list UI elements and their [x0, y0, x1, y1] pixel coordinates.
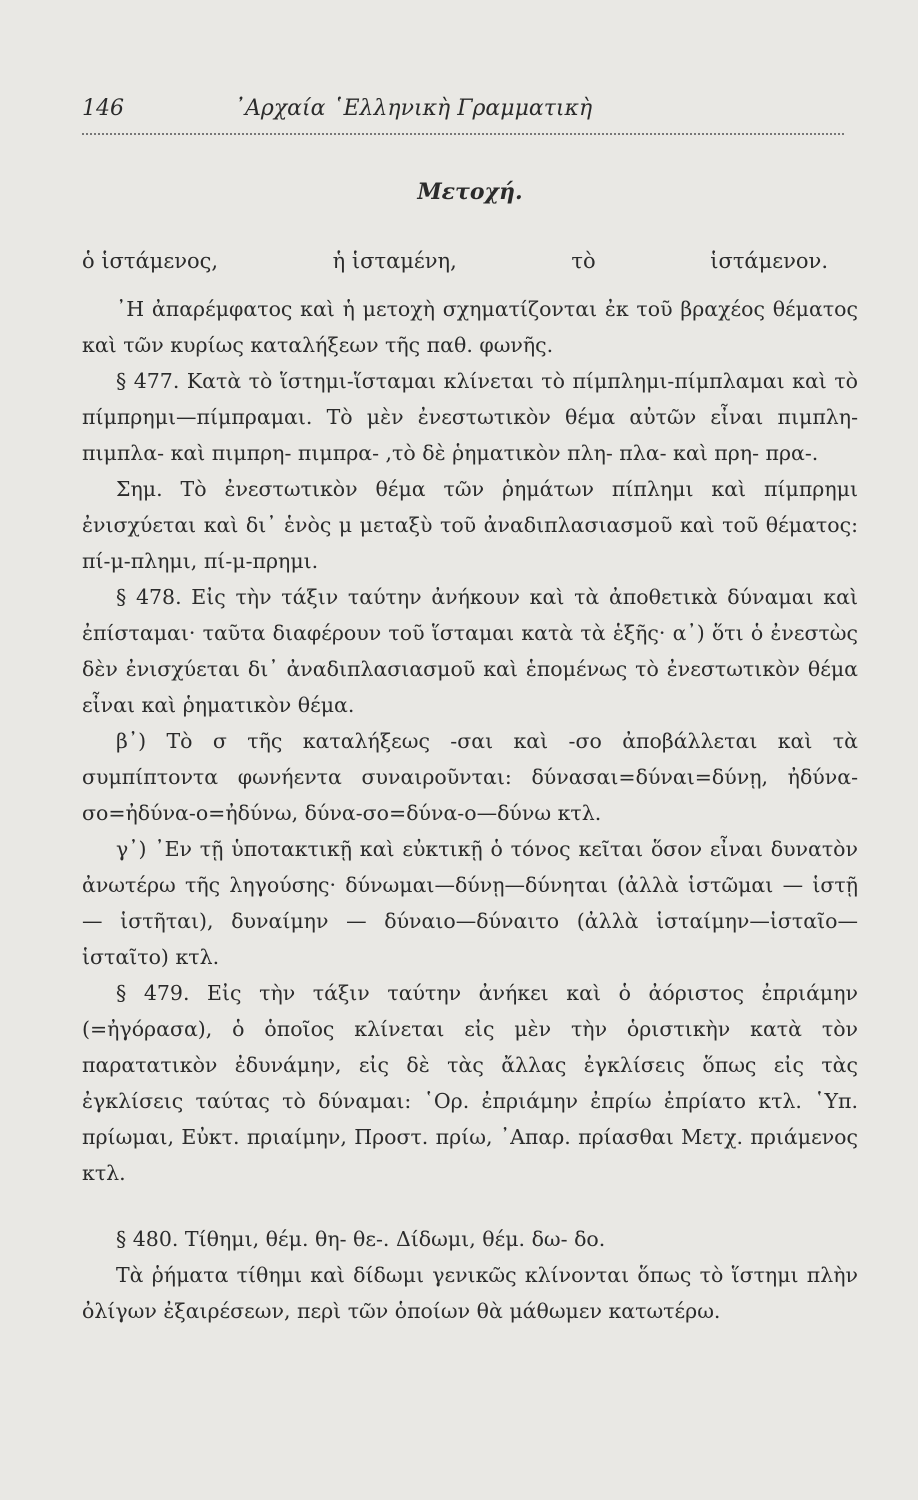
paragraph-478-c: γ᾿) ᾿Εν τῇ ὑποτακτικῇ καὶ εὐκτικῇ ὁ τόνος κεῖται ὅσον εἶναι δυνατὸν ἀνωτέρω τῆς ληγούσης· δύνωμαι—δύνῃ—δύνηται (ἀλλὰ ἱστῶμαι — ἱστῇ — ἱστῆται), δυναίμην — δύναιο—δύναιτο (ἀλλὰ ἱσταίμην—ἱσταῖο—ἱσταῖτο) κτλ.: [82, 837, 858, 969]
participle-feminine: ἡ ἱσταμένη,: [332, 249, 457, 273]
paragraph-480-heading: § 480. Τίθημι, θέμ. θη- θε-. Δίδωμι, θέμ. δω- δο.: [116, 1227, 606, 1251]
participle-neuter-article: τὸ: [571, 249, 596, 273]
paragraph-note: Σημ. Τὸ ἐνεστωτικὸν θέμα τῶν ῥημάτων πίπλημι καὶ πίμπρημι ἐνισχύεται καὶ δι᾿ ἑνὸς μ μεταξὺ τοῦ ἀναδιπλασιασμοῦ καὶ τοῦ θέματος: πί-μ-πλημι, πί-μ-πρημι.: [82, 477, 858, 573]
paragraph-infinitive: ᾿Η ἀπαρέμφατος καὶ ἡ μετοχὴ σχηματίζονται ἐκ τοῦ βραχέος θέματος καὶ τῶν κυρίως καταλήξεων τῆς παθ. φωνῆς.: [82, 297, 858, 357]
participle-masculine: ὁ ἱστάμενος,: [82, 249, 219, 273]
paragraph-480: Τὰ ῥήματα τίθημι καὶ δίδωμι γενικῶς κλίνονται ὅπως τὸ ἵστημι πλὴν ὀλίγων ἐξαιρέσεων, περὶ τῶν ὁποίων θὰ μάθωμεν κατωτέρω.: [82, 1263, 858, 1323]
participle-neuter: ἱστάμενον.: [710, 249, 828, 273]
paragraph-479: § 479. Εἰς τὴν τάξιν ταύτην ἀνήκει καὶ ὁ ἀόριστος ἐπριάμην (=ἠγόρασα), ὁ ὁποῖος κλίνεται εἰς μὲν τὴν ὁριστικὴν κατὰ τὸν παρατατικὸν ἐδυνάμην, εἰς δὲ τὰς ἄλλας ἐγκλίσεις ὅπως εἰς τὰς ἐγκλίσεις ταύτας τὸ δύναμαι: ῾Ορ. ἐπριάμην ἐπρίω ἐπρίατο κτλ. ῾Υπ. πρίωμαι, Εὐκτ. πριαίμην, Προστ. πρίω, ᾿Απαρ. πρίασθαι Μετχ. πριάμενος κτλ.: [82, 981, 858, 1185]
page-header: [82, 96, 844, 135]
page-number: 146: [82, 96, 124, 121]
section-title: Μετοχή.: [417, 179, 523, 205]
paragraph-477: § 477. Κατὰ τὸ ἵστημι-ἵσταμαι κλίνεται τὸ πίμπλημι-πίμπλαμαι καὶ τὸ πίμπρημι—πίμπραμαι. Τὸ μὲν ἐνεστωτικὸν θέμα αὐτῶν εἶναι πιμπλη- πιμπλα- καὶ πιμπρη- πιμπρα- ,τὸ δὲ ῥηματικὸν πλη- πλα- καὶ πρη- πρα-.: [82, 369, 858, 465]
paragraph-478: § 478. Εἰς τὴν τάξιν ταύτην ἀνήκουν καὶ τὰ ἀποθετικὰ δύναμαι καὶ ἐπίσταμαι· ταῦτα διαφέρουν τοῦ ἵσταμαι κατὰ τὰ ἑξῆς· α᾿) ὅτι ὁ ἐνεστὼς δὲν ἐνισχύεται δι᾿ ἀναδιπλασιασμοῦ καὶ ἑπομένως τὸ ἐνεστωτικὸν θέμα εἶναι καὶ ῥηματικὸν θέμα.: [82, 585, 858, 717]
participle-forms: [82, 249, 858, 273]
running-title: ᾿Αρχαία ῾Ελληνικὴ Γραμματικὴ: [234, 96, 593, 121]
paragraph-478-b: β᾿) Τὸ σ τῆς καταλήξεως -σαι καὶ -σο ἀποβάλλεται καὶ τὰ συμπίπτοντα φωνήεντα συναιροῦνται: δύνασαι=δύναι=δύνῃ, ἠδύνα-σο=ἠδύνα-ο=ἠδύνω, δύνα-σο=δύνα-ο—δύνω κτλ.: [82, 729, 858, 825]
